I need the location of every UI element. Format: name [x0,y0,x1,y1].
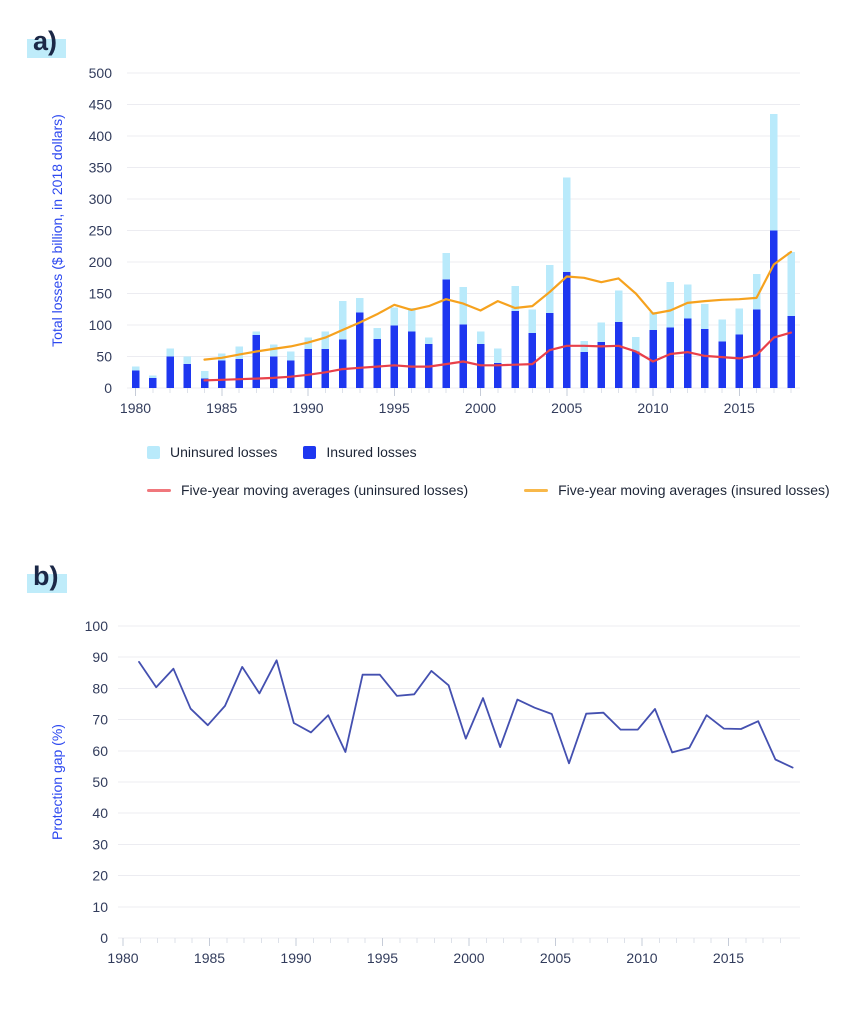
panel-a-label: a) [33,26,58,56]
insured-ma-line-swatch [524,489,548,492]
svg-text:2005: 2005 [551,400,583,416]
svg-text:30: 30 [92,836,108,853]
insured-losses-swatch [303,446,316,459]
legend-label-uninsured-losses: Uninsured losses [170,444,278,460]
svg-text:200: 200 [88,254,112,270]
svg-text:10: 10 [92,898,108,915]
svg-text:Total losses ($ billion, in 20: Total losses ($ billion, in 2018 dollars) [49,114,65,347]
legend-row-bars [147,444,830,460]
svg-text:1995: 1995 [366,950,399,966]
svg-text:20: 20 [92,867,108,884]
svg-text:2015: 2015 [712,950,745,966]
legend-item-uninsured-losses [147,444,277,460]
legend-row-lines [147,482,830,498]
svg-text:100: 100 [84,618,108,634]
panel-b-label: b) [33,561,59,591]
svg-text:1980: 1980 [107,950,139,966]
svg-text:2005: 2005 [539,950,572,966]
legend-item-uninsured-ma [147,482,468,498]
svg-text:70: 70 [92,711,108,728]
legend-item-insured-losses [303,444,416,460]
svg-text:150: 150 [88,285,112,302]
svg-text:50: 50 [96,348,112,365]
uninsured-losses-swatch [147,446,160,459]
legend-label-insured-ma: Five-year moving averages (insured losses) [558,482,830,498]
chart-a-legend [147,444,830,520]
svg-text:Protection gap (%): Protection gap (%) [49,724,65,840]
svg-text:90: 90 [92,649,108,666]
svg-text:350: 350 [88,159,112,176]
svg-text:1980: 1980 [119,400,152,416]
svg-text:80: 80 [92,680,108,697]
svg-text:1985: 1985 [193,950,226,966]
svg-text:40: 40 [92,805,108,822]
svg-text:1990: 1990 [292,400,324,416]
svg-text:60: 60 [92,742,108,759]
svg-text:2000: 2000 [453,950,485,966]
legend-item-insured-ma [524,482,830,498]
svg-text:1985: 1985 [206,400,238,416]
svg-text:2000: 2000 [464,400,497,416]
svg-text:2015: 2015 [723,400,755,416]
svg-text:0: 0 [104,380,112,396]
svg-text:1990: 1990 [280,950,312,966]
svg-text:1995: 1995 [378,400,410,416]
svg-text:50: 50 [92,774,108,790]
svg-text:100: 100 [88,317,112,333]
protection-gap-chart [0,600,853,985]
svg-text:0: 0 [100,930,108,946]
svg-text:400: 400 [88,128,112,144]
svg-text:2010: 2010 [626,950,658,966]
svg-text:250: 250 [88,222,112,239]
total-losses-chart [0,28,853,420]
legend-label-insured-losses: Insured losses [326,444,417,460]
legend-label-uninsured-ma: Five-year moving averages (uninsured losses) [181,482,469,498]
svg-text:2010: 2010 [637,400,669,416]
svg-text:300: 300 [88,191,112,207]
uninsured-ma-line-swatch [147,489,171,492]
svg-text:500: 500 [88,65,112,81]
svg-text:450: 450 [88,96,112,113]
